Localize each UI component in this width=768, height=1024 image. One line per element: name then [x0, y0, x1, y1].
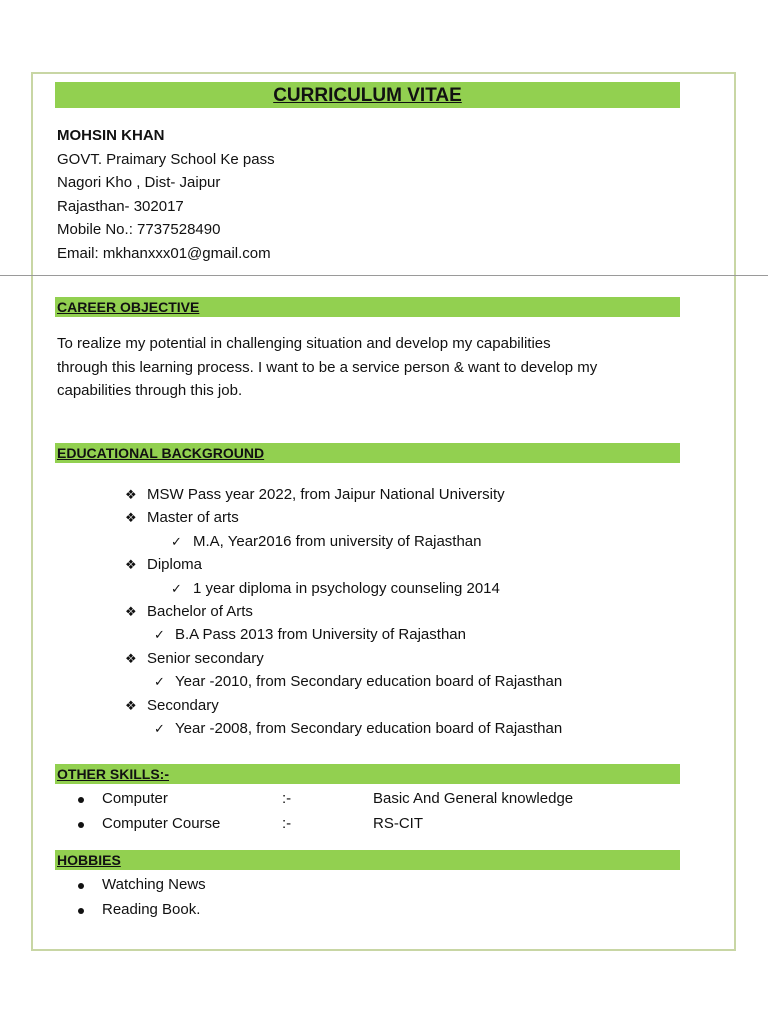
- education-heading: EDUCATIONAL BACKGROUND: [57, 445, 265, 461]
- disc-bullet-icon: [78, 883, 84, 889]
- skills-heading-bar: [55, 764, 680, 784]
- contact-address-line-3: Rajasthan- 302017: [57, 197, 184, 215]
- contact-address-line-2: Nagori Kho , Dist- Jaipur: [57, 174, 221, 191]
- hobby-item: [0, 873, 768, 898]
- career-objective-line: through this learning process. I want to be a service person & want to develop my: [57, 358, 598, 376]
- career-objective-text: [57, 332, 657, 403]
- education-item: [0, 553, 768, 576]
- education-heading-bar: [55, 443, 680, 463]
- checkmark-icon: ✓: [154, 627, 165, 643]
- title-bar: [55, 82, 680, 108]
- checkmark-icon: ✓: [171, 533, 182, 549]
- education-subitem-text: 1 year diploma in psychology counseling 2014: [193, 579, 500, 597]
- education-subitem: [0, 717, 768, 740]
- education-subitem-text: B.A Pass 2013 from University of Rajasthan: [175, 626, 466, 644]
- education-item: [0, 600, 768, 623]
- education-subitem: [0, 670, 768, 693]
- education-item-text: Diploma: [147, 556, 203, 574]
- hobbies-heading: HOBBIES: [57, 852, 121, 868]
- education-subitem-text: Year -2008, from Secondary education board of Rajasthan: [175, 719, 563, 737]
- skills-list: [0, 787, 768, 836]
- education-item-text: Senior secondary: [147, 649, 264, 667]
- disc-bullet-icon: [78, 822, 84, 828]
- skill-value: Basic And General knowledge: [373, 790, 574, 807]
- education-item-text: MSW Pass year 2022, from Jaipur National University: [147, 486, 505, 503]
- career-objective-line: To realize my potential in challenging situation and develop my capabilities: [57, 335, 551, 352]
- checkmark-icon: ✓: [171, 580, 182, 596]
- contact-name: MOHSIN KHAN: [57, 127, 165, 144]
- disc-bullet-icon: [78, 908, 84, 914]
- education-item-text: Secondary: [147, 696, 219, 714]
- education-item: [0, 506, 768, 529]
- education-item: [0, 694, 768, 717]
- education-item: [0, 483, 768, 506]
- education-subitem-text: M.A, Year2016 from university of Rajasthan: [193, 532, 482, 550]
- diamond-bullet-icon: ❖: [125, 487, 137, 502]
- education-subitem: [0, 577, 768, 600]
- contact-mobile: Mobile No.: 7737528490: [57, 221, 221, 238]
- skill-separator: :-: [282, 814, 292, 832]
- education-subitem: [0, 623, 768, 646]
- education-item-text: Master of arts: [147, 509, 239, 527]
- hobbies-list: [0, 873, 768, 922]
- skills-row: [0, 812, 768, 837]
- diamond-bullet-icon: ❖: [125, 557, 137, 573]
- education-item-text: Bachelor of Arts: [147, 602, 253, 620]
- education-subitem-text: Year -2010, from Secondary education board of Rajasthan: [175, 673, 563, 691]
- career-objective-heading: CAREER OBJECTIVE: [57, 299, 200, 315]
- contact-address-line-1: GOVT. Praimary School Ke pass: [57, 150, 275, 168]
- checkmark-icon: ✓: [154, 674, 165, 690]
- diamond-bullet-icon: ❖: [125, 603, 137, 619]
- contact-email: Email: mkhanxxx01@gmail.com: [57, 244, 271, 262]
- hobby-text: Reading Book.: [102, 900, 201, 918]
- skill-name: Computer Course: [102, 814, 221, 832]
- diamond-bullet-icon: ❖: [125, 510, 137, 526]
- diamond-bullet-icon: ❖: [125, 650, 137, 666]
- diamond-bullet-icon: ❖: [125, 697, 137, 713]
- education-item: [0, 647, 768, 670]
- skills-row: [0, 787, 768, 812]
- career-objective-line: capabilities through this job.: [57, 382, 243, 399]
- contact-block: [57, 124, 275, 265]
- skill-name: Computer: [102, 790, 168, 807]
- career-objective-heading-bar: [55, 297, 680, 317]
- hobbies-heading-bar: [55, 850, 680, 870]
- disc-bullet-icon: [78, 797, 84, 803]
- hobby-text: Watching News: [102, 876, 206, 893]
- skill-separator: :-: [282, 790, 292, 807]
- hobby-item: [0, 898, 768, 923]
- checkmark-icon: ✓: [154, 720, 165, 736]
- page-divider: [0, 275, 768, 276]
- document-title: CURRICULUM VITAE: [273, 85, 462, 106]
- skill-value: RS-CIT: [373, 814, 423, 832]
- education-list: [0, 483, 768, 740]
- skills-heading: OTHER SKILLS:-: [57, 766, 169, 782]
- education-subitem: [0, 530, 768, 553]
